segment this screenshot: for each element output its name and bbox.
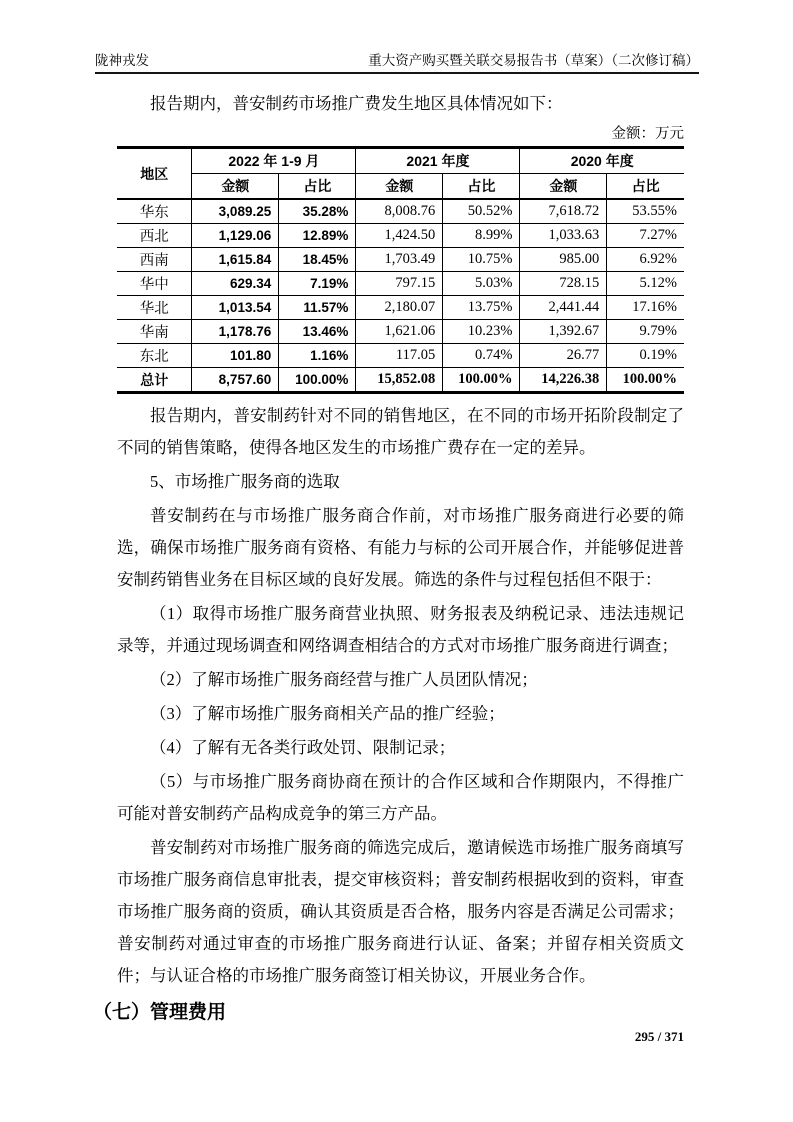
header-company-name: 陇神戎发: [95, 53, 149, 68]
table-row: [117, 296, 684, 320]
share-2022-cell: 11.57%: [279, 296, 356, 320]
subheader-share-2020: 占比: [607, 174, 684, 200]
amount-2020-cell: 985.00: [520, 248, 607, 272]
table-row: [117, 199, 684, 224]
share-2021-cell: 13.75%: [443, 296, 520, 320]
share-2021-cell: 10.23%: [443, 320, 520, 344]
share-2021-cell: 8.99%: [443, 224, 520, 248]
list-item-4: （4）了解有无各类行政处罚、限制记录；: [150, 738, 456, 757]
table-row: [117, 344, 684, 368]
share-2021-cell: 50.52%: [443, 199, 520, 224]
share-2020-cell: 5.12%: [607, 272, 684, 296]
table-row: [117, 224, 684, 248]
amount-2020-cell: 14,226.38: [520, 368, 607, 393]
amount-2022-cell: 101.80: [192, 344, 279, 368]
amount-2022-cell: 1,615.84: [192, 248, 279, 272]
region-cell: 西北: [117, 224, 192, 248]
amount-2020-cell: 2,441.44: [520, 296, 607, 320]
amount-2021-cell: 1,424.50: [356, 224, 443, 248]
column-header-2021: 2021 年度: [356, 148, 520, 174]
list-item-3: （3）了解市场推广服务商相关产品的推广经验；: [150, 704, 505, 723]
share-2022-cell: 1.16%: [279, 344, 356, 368]
section-heading-admin-expense: （七）管理费用: [93, 1002, 227, 1023]
share-2021-cell: 10.75%: [443, 248, 520, 272]
table-unit-note: 金额：万元: [611, 126, 684, 142]
amount-2020-cell: 7,618.72: [520, 199, 607, 224]
column-header-2022: 2022 年 1-9 月: [192, 148, 356, 174]
share-2022-cell: 100.00%: [279, 368, 356, 393]
share-2021-cell: 5.03%: [443, 272, 520, 296]
region-cell: 西南: [117, 248, 192, 272]
share-2022-cell: 13.46%: [279, 320, 356, 344]
share-2022-cell: 35.28%: [279, 199, 356, 224]
share-2020-cell: 6.92%: [607, 248, 684, 272]
subheader-amount-2020: 金额: [520, 174, 607, 200]
table-total-row: [117, 368, 684, 393]
share-2020-cell: 100.00%: [607, 368, 684, 393]
share-2021-cell: 0.74%: [443, 344, 520, 368]
amount-2021-cell: 797.15: [356, 272, 443, 296]
share-2022-cell: 12.89%: [279, 224, 356, 248]
amount-2020-cell: 728.15: [520, 272, 607, 296]
region-cell: 华东: [117, 199, 192, 224]
subheader-amount-2022: 金额: [192, 174, 279, 200]
page-number: 295 / 371: [634, 1029, 684, 1044]
amount-2022-cell: 3,089.25: [192, 199, 279, 224]
region-cell: 东北: [117, 344, 192, 368]
header-report-title: 重大资产购买暨关联交易报告书（草案）（二次修订稿）: [368, 53, 699, 68]
share-2020-cell: 0.19%: [607, 344, 684, 368]
share-2020-cell: 7.27%: [607, 224, 684, 248]
table-row: [117, 272, 684, 296]
region-cell: 华北: [117, 296, 192, 320]
amount-2021-cell: 2,180.07: [356, 296, 443, 320]
table-header-periods: [117, 148, 684, 174]
running-header: [95, 52, 699, 74]
amount-2021-cell: 8,008.76: [356, 199, 443, 224]
list-item-1: （1）取得市场推广服务商营业执照、财务报表及纳税记录、违法违规记录等，并通过现场调查和网络调查相结合的方式对市场推广服务商进行调查；: [117, 604, 684, 655]
table-header-subcolumns: [117, 174, 684, 200]
amount-2021-cell: 117.05: [356, 344, 443, 368]
amount-2022-cell: 1,129.06: [192, 224, 279, 248]
page-content: [93, 88, 684, 1026]
paragraph-screening-intro: 普安制药在与市场推广服务商合作前，对市场推广服务商进行必要的筛选，确保市场推广服务商有资格、有能力与标的公司开展合作，并能够促进普安制药销售业务在目标区域的良好发展。筛选的条件与过程包括但不限于：: [117, 506, 684, 589]
column-header-region: 地区: [117, 148, 192, 200]
amount-2020-cell: 1,033.63: [520, 224, 607, 248]
subheader-share-2021: 占比: [443, 174, 520, 200]
share-2020-cell: 53.55%: [607, 199, 684, 224]
region-promotion-expense-table: [117, 146, 684, 394]
list-item-2: （2）了解市场推广服务商经营与推广人员团队情况；: [150, 670, 538, 689]
share-2020-cell: 17.16%: [607, 296, 684, 320]
amount-2021-cell: 1,703.49: [356, 248, 443, 272]
share-2022-cell: 18.45%: [279, 248, 356, 272]
share-2021-cell: 100.00%: [443, 368, 520, 393]
subheader-share-2022: 占比: [279, 174, 356, 200]
share-2020-cell: 9.79%: [607, 320, 684, 344]
paragraph-approval-process: 普安制药对市场推广服务商的筛选完成后，邀请候选市场推广服务商填写市场推广服务商信息审批表，提交审核资料；普安制药根据收到的资料，审查市场推广服务商的资质，确认其资质是否合格，服务内容是否满足公司需求；普安制药对通过审查的市场推广服务商进行认证、备案；并留存相关资质文件；与认证合格的市场推广服务商签订相关协议，开展业务合作。: [117, 838, 684, 985]
amount-2022-cell: 8,757.60: [192, 368, 279, 393]
amount-2021-cell: 1,621.06: [356, 320, 443, 344]
table-row: [117, 248, 684, 272]
region-cell: 华南: [117, 320, 192, 344]
share-2022-cell: 7.19%: [279, 272, 356, 296]
amount-2022-cell: 1,013.54: [192, 296, 279, 320]
region-cell: 华中: [117, 272, 192, 296]
subsection-heading-5: 5、市场推广服务商的选取: [150, 472, 340, 491]
amount-2020-cell: 1,392.67: [520, 320, 607, 344]
amount-2022-cell: 1,178.76: [192, 320, 279, 344]
region-cell: 总计: [117, 368, 192, 393]
intro-paragraph: 报告期内，普安制药市场推广费发生地区具体情况如下：: [150, 94, 563, 113]
amount-2020-cell: 26.77: [520, 344, 607, 368]
list-item-5: （5）与市场推广服务商协商在预计的合作区域和合作期限内，不得推广可能对普安制药产品构成竞争的第三方产品。: [117, 772, 684, 823]
amount-2022-cell: 629.34: [192, 272, 279, 296]
table-row: [117, 320, 684, 344]
subheader-amount-2021: 金额: [356, 174, 443, 200]
paragraph-sales-strategy: 报告期内，普安制药针对不同的销售地区，在不同的市场开拓阶段制定了不同的销售策略，使得各地区发生的市场推广费存在一定的差异。: [117, 406, 684, 457]
amount-2021-cell: 15,852.08: [356, 368, 443, 393]
column-header-2020: 2020 年度: [520, 148, 684, 174]
